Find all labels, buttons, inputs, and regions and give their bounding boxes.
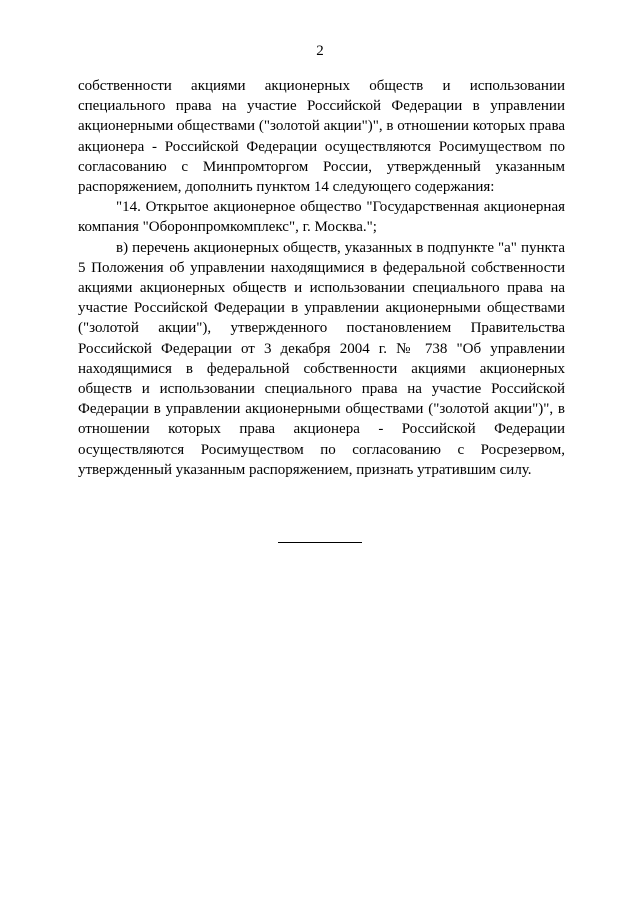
page-number: 2 xyxy=(316,43,324,59)
paragraph-subitem-v: в) перечень акционерных обществ, указанных в подпункте "а" пункта 5 Положения об управлении находящимися в федеральной собственности акциями акционерных обществ и использовании специального права на участие Российской Федерации в управлении акционерными обществами ("золотой акции"), утвержденного постановлением Правительства Российской Федерации от 3 декабря 2004 г. № 738 "Об управлении находящимися в федеральной собственности акциями акционерных обществ и использовании специального права на участие Российской Федерации в управлении акционерными обществами ("золотой акции")", в отношении которых права акционера - Российской Федерации осуществляются Росимуществом по согласованию с Росрезервом, утвержденный указанным распоряжением, признать утратившим силу. xyxy=(78,239,565,478)
closing-divider-line xyxy=(278,542,362,543)
paragraph-continuation: собственности акциями акционерных обществ и использовании специального права на участие Российской Федерации в управлении акционерными обществами ("золотой акции")", в отношении которых права акционера - Российской Федерации осуществляются Росимуществом по согласованию с Минпромторгом России, утвержденный указанным распоряжением, дополнить пунктом 14 следующего содержания: xyxy=(78,78,565,196)
document-body xyxy=(78,76,565,480)
paragraph-item-14: "14. Открытое акционерное общество "Государственная акционерная компания "Оборонпромкомплекс", г. Москва."; xyxy=(78,199,565,236)
